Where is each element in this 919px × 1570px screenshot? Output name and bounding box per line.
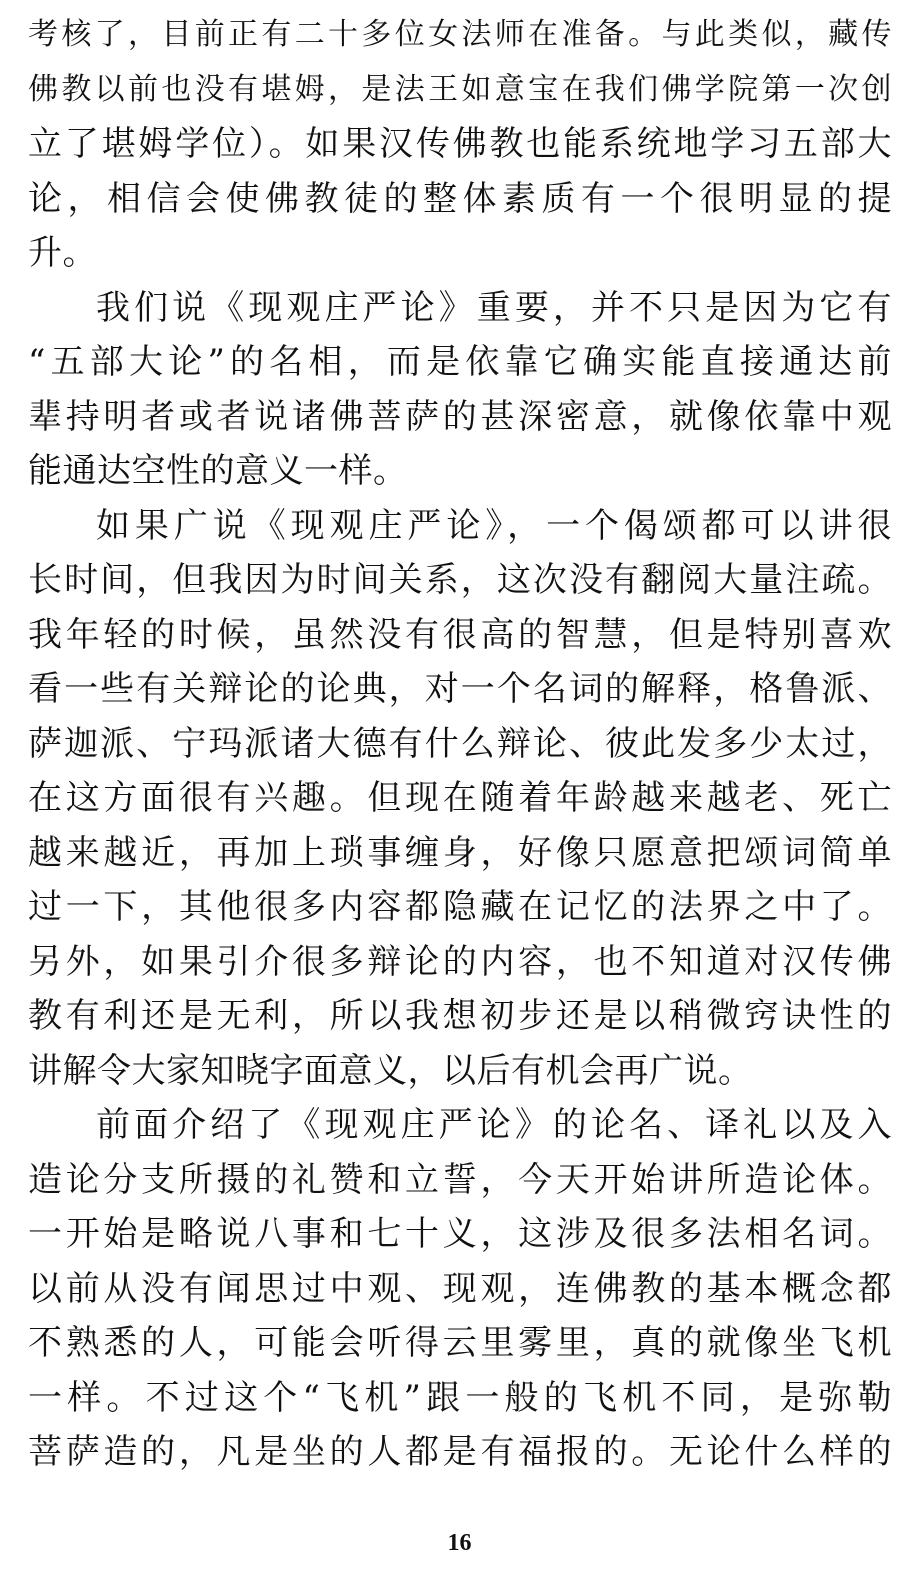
body-text [28,8,892,1480]
text-line: 在这方面很有兴趣。但现在随着年龄越来越老、死亡 [28,778,892,818]
text-line: 萨迦派、宁玛派诸大德有什么辩论、彼此发多少太过， [28,723,892,764]
paragraph-first-line: 前面介绍了《现观庄严论》的论名、译礼以及入 [96,1105,892,1145]
text-line: 辈持明者或者说诸佛菩萨的甚深密意，就像依靠中观 [28,396,892,437]
text-line: 我年轻的时候，虽然没有很高的智慧，但是特别喜欢 [28,614,892,655]
page-number: 16 [447,1530,472,1556]
text-line: 佛教以前也没有堪姆，是法王如意宝在我们佛学院第一次创 [28,71,892,107]
text-line: 升。 [28,233,97,273]
text-line: 以前从没有闻思过中观、现观，连佛教的基本概念都 [28,1268,892,1309]
text-line: 菩萨造的，凡是坐的人都是有福报的。无论什么样的 [28,1432,892,1472]
text-line: 论，相信会使佛教徒的整体素质有一个很明显的提 [28,178,892,219]
text-line: 教有利还是无利，所以我想初步还是以稍微窍诀性的 [28,996,892,1036]
text-line: 立了堪姆学位）。如果汉传佛教也能系统地学习五部大 [28,124,892,164]
text-line: “五部大论”的名相，而是依靠它确实能直接通达前 [28,342,892,382]
text-line: 讲解令大家知晓字面意义，以后有机会再广说。 [28,1050,753,1091]
text-line: 长时间，但我因为时间关系，这次没有翻阅大量注疏。 [28,560,892,600]
text-line: 看一些有关辩论的论典，对一个名词的解释，格鲁派、 [28,669,892,709]
text-line: 越来越近，再加上琐事缠身，好像只愿意把颂词简单 [28,832,892,873]
text-line: 不熟悉的人，可能会听得云里雾里，真的就像坐飞机 [28,1323,892,1363]
paragraph-first-line: 我们说《现观庄严论》重要，并不只是因为它有 [96,287,892,328]
text-line: 一样。不过这个“飞机”跟一般的飞机不同，是弥勒 [28,1377,892,1418]
paragraph-first-line: 如果广说《现观庄严论》，一个偈颂都可以讲很 [96,505,892,546]
text-line: 另外，如果引介很多辩论的内容，也不知道对汉传佛 [28,941,892,982]
text-line: 考核了，目前正有二十多位女法师在准备。与此类似，藏传 [28,17,892,52]
text-line: 造论分支所摄的礼赞和立誓，今天开始讲所造论体。 [28,1159,892,1200]
text-line: 能通达空性的意义一样。 [28,451,408,491]
text-line: 过一下，其他很多内容都隐藏在记忆的法界之中了。 [28,887,892,927]
text-line: 一开始是略说八事和七十义，这涉及很多法相名词。 [28,1214,892,1254]
